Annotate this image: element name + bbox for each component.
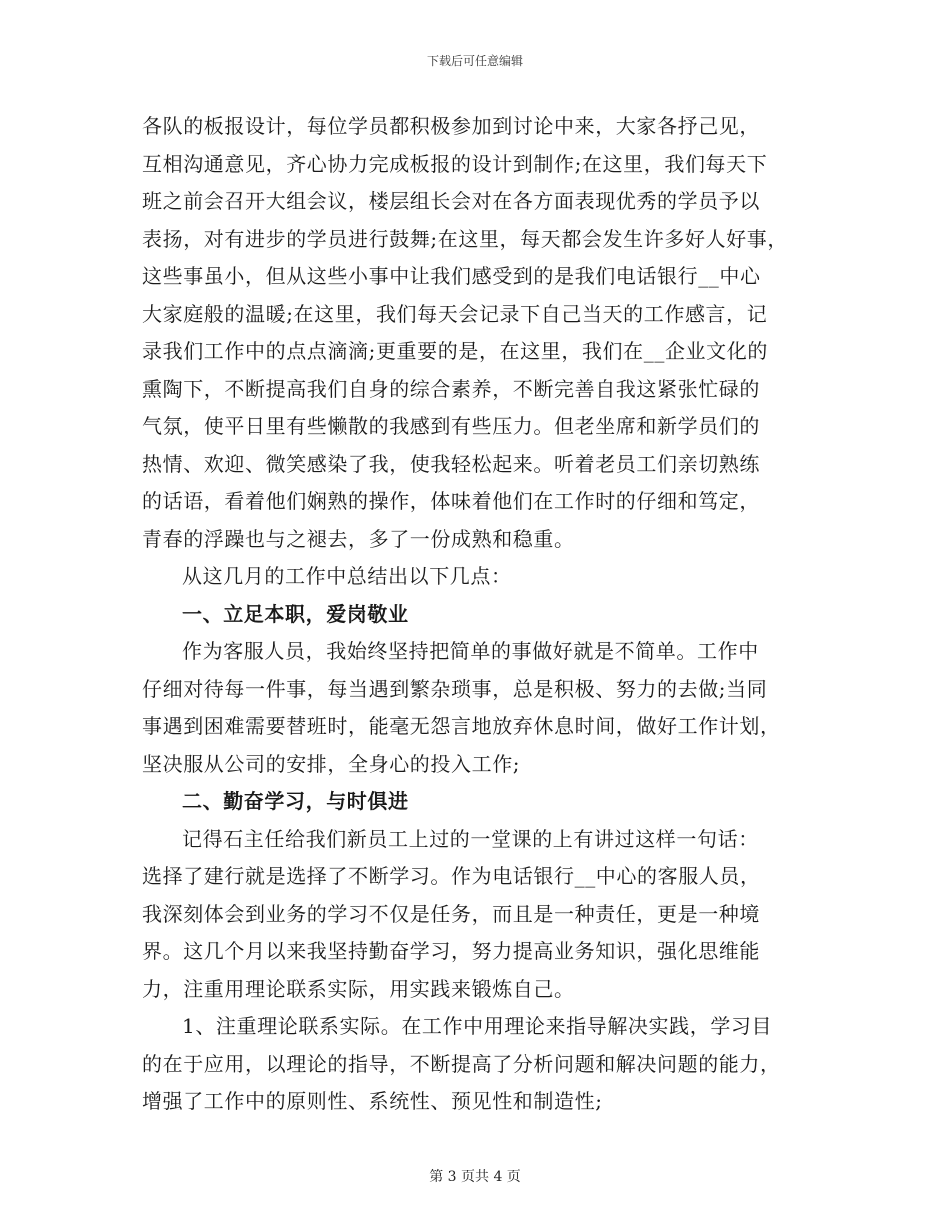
section-heading: 二、勤奋学习，与时俱进 — [182, 789, 409, 813]
paragraph-line: 大家庭般的温暖;在这里，我们每天会记录下自己当天的工作感言，记 — [142, 301, 768, 326]
page-header: 下载后可任意编辑 — [426, 54, 523, 68]
document-body — [142, 108, 808, 1121]
paragraph-line: 这些事虽小，但从这些小事中让我们感受到的是我们电话银行__中心 — [142, 264, 761, 288]
paragraph-line: 选择了建行就是选择了不断学习。作为电话银行__中心的客服人员， — [142, 864, 761, 888]
paragraph-line: 熏陶下，不断提高我们自身的综合素养，不断完善自我这紧张忙碌的 — [142, 376, 760, 401]
paragraph-line: 录我们工作中的点点滴滴;更重要的是，在这里，我们在__企业文化的 — [142, 339, 768, 363]
paragraph-line: 各队的板报设计，每位学员都积极参加到讨论中来，大家各抒己见， — [142, 114, 760, 138]
paragraph-line: 的在于应用，以理论的指导，不断提高了分析问题和解决问题的能力， — [142, 1051, 781, 1076]
paragraph-line: 表扬，对有进步的学员进行鼓舞;在这里，每天都会发生许多好人好事， — [142, 226, 788, 251]
paragraph-line: 作为客服人员，我始终坚持把简单的事做好就是不简单。工作中 — [182, 639, 759, 663]
paragraph-line: 界。这几个月以来我坚持勤奋学习，努力提高业务知识，强化思维能 — [142, 939, 760, 963]
section-heading: 一、立足本职，爱岗敬业 — [182, 601, 409, 626]
paragraph-line: 青春的浮躁也与之褪去，多了一份成熟和稳重。 — [142, 526, 575, 551]
paragraph-line: 坚决服从公司的安排，全身心的投入工作; — [142, 751, 521, 776]
paragraph-line: 班之前会召开大组会议，楼层组长会对在各方面表现优秀的学员予以 — [142, 189, 760, 213]
paragraph-line: 互相沟通意见，齐心协力完成板报的设计到制作;在这里，我们每天下 — [142, 151, 768, 176]
paragraph-line: 从这几月的工作中总结出以下几点： — [182, 564, 512, 588]
paragraph-line: 气氛，使平日里有些懒散的我感到有些压力。但老坐席和新学员们的 — [142, 414, 760, 438]
paragraph-line: 热情、欢迎、微笑感染了我，使我轻松起来。听着老员工们亲切熟练 — [142, 451, 760, 476]
paragraph-line: 力，注重用理论联系实际，用实践来锻炼自己。 — [142, 976, 575, 1001]
paragraph-line: 事遇到困难需要替班时，能毫无怨言地放弃休息时间，做好工作计划， — [142, 714, 781, 738]
paragraph-line: 1、注重理论联系实际。在工作中用理论来指导解决实践，学习目 — [182, 1014, 773, 1038]
paragraph-line: 记得石主任给我们新员工上过的一堂课的上有讲过这样一句话： — [182, 826, 759, 851]
paragraph-line: 的话语，看着他们娴熟的操作，体味着他们在工作时的仔细和笃定， — [142, 489, 760, 513]
page-number: 第 3 页共 4 页 — [429, 1169, 521, 1185]
paragraph-line: 我深刻体会到业务的学习不仅是任务，而且是一种责任，更是一种境 — [142, 901, 760, 926]
paragraph-line: 增强了工作中的原则性、系统性、预见性和制造性; — [142, 1089, 603, 1113]
paragraph-line: 仔细对待每一件事，每当遇到繁杂琐事，总是积极、努力的去做;当同 — [142, 676, 768, 701]
